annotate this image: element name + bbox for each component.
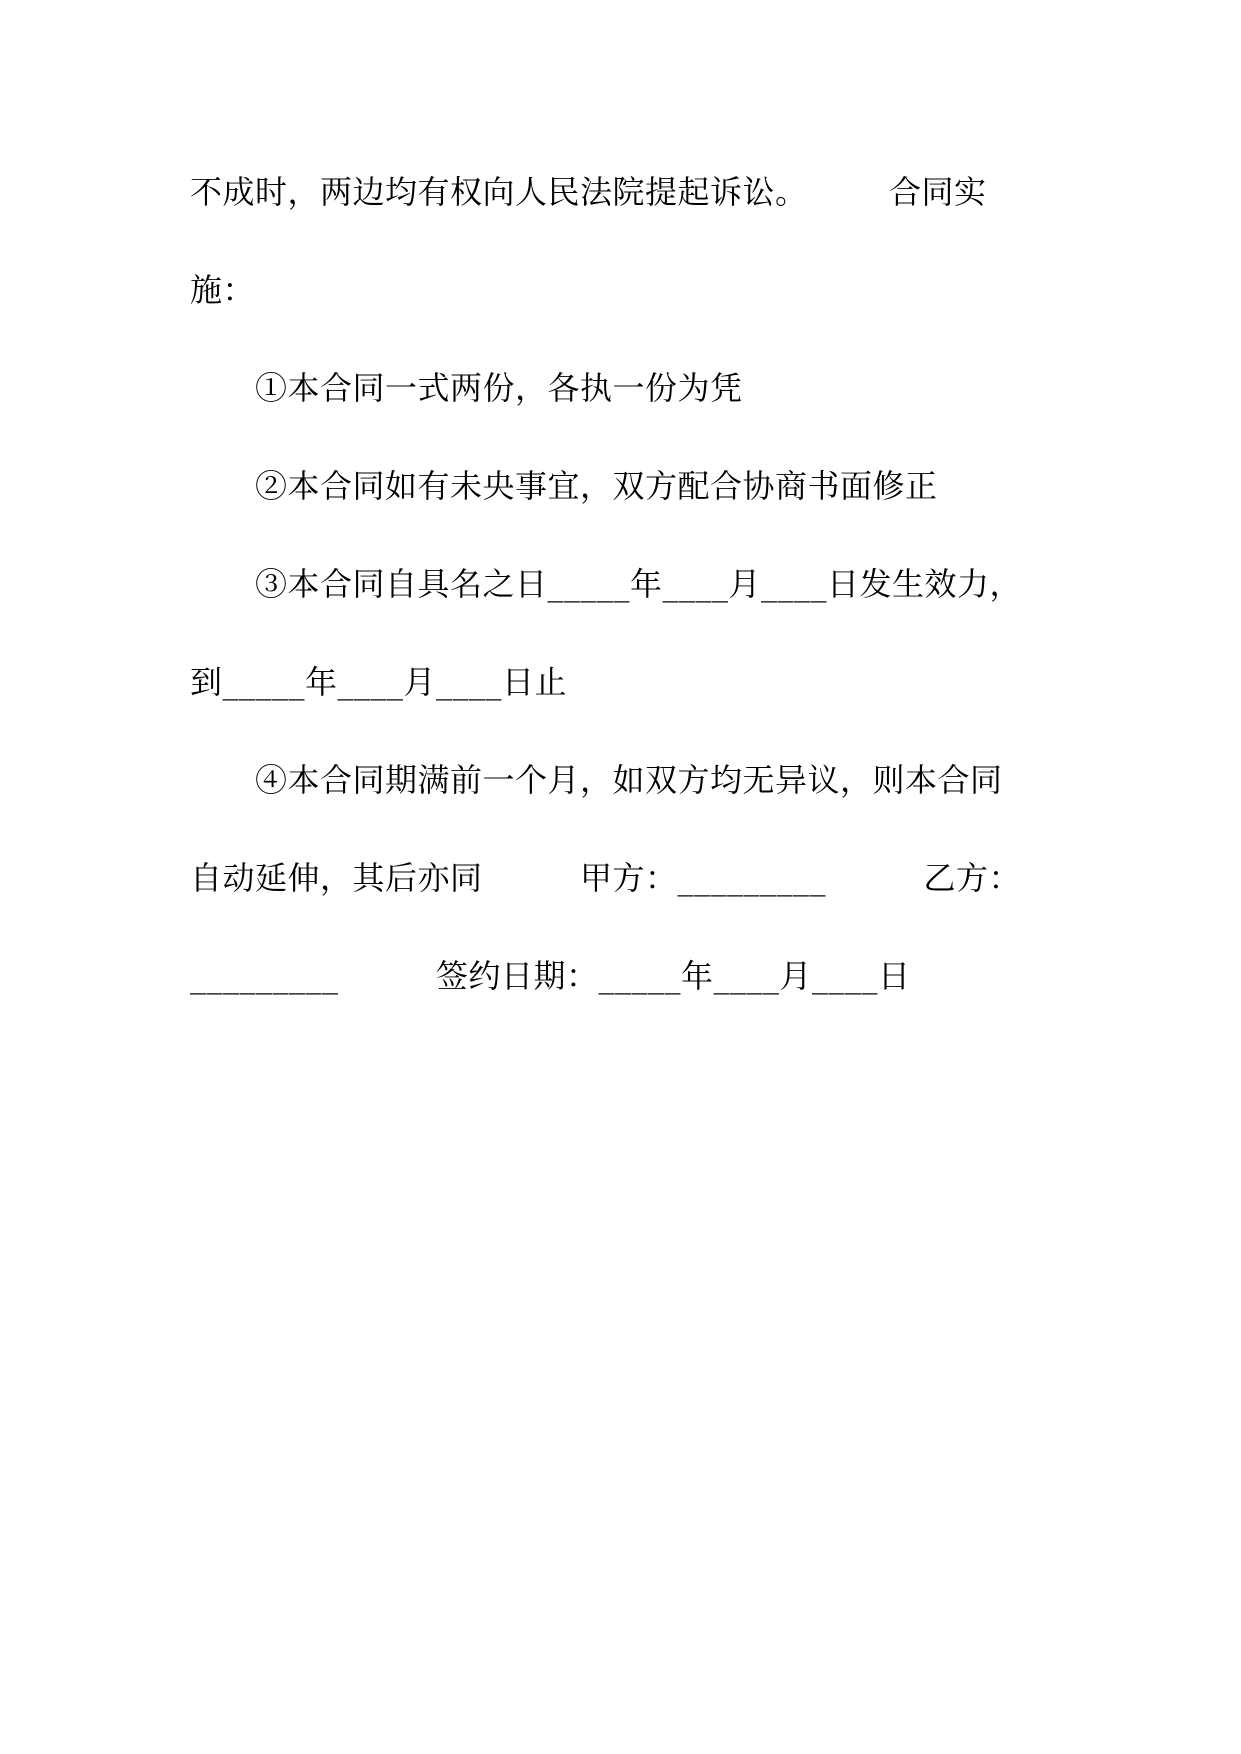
text-line-1: 不成时，两边均有权向人民法院提起诉讼。 合同实 — [190, 173, 987, 211]
text-line-2: 施： — [190, 271, 256, 309]
signature-party-line: 自动延伸，其后亦同 甲方：_________ 乙方： — [190, 859, 1022, 897]
clause-4: ④本合同期满前一个月，如双方均无异议，则本合同 — [255, 761, 1003, 799]
clause-3: ③本合同自具名之日_____年____月____日发生效力， — [255, 565, 1023, 603]
clause-3-continued: 到_____年____月____日止 — [190, 663, 568, 701]
signature-date-line: _________ 签约日期：_____年____月____日 — [190, 957, 911, 995]
clause-2: ②本合同如有未央事宜，双方配合协商书面修正 — [255, 467, 938, 505]
clause-1: ①本合同一式两份，各执一份为凭 — [255, 369, 743, 407]
